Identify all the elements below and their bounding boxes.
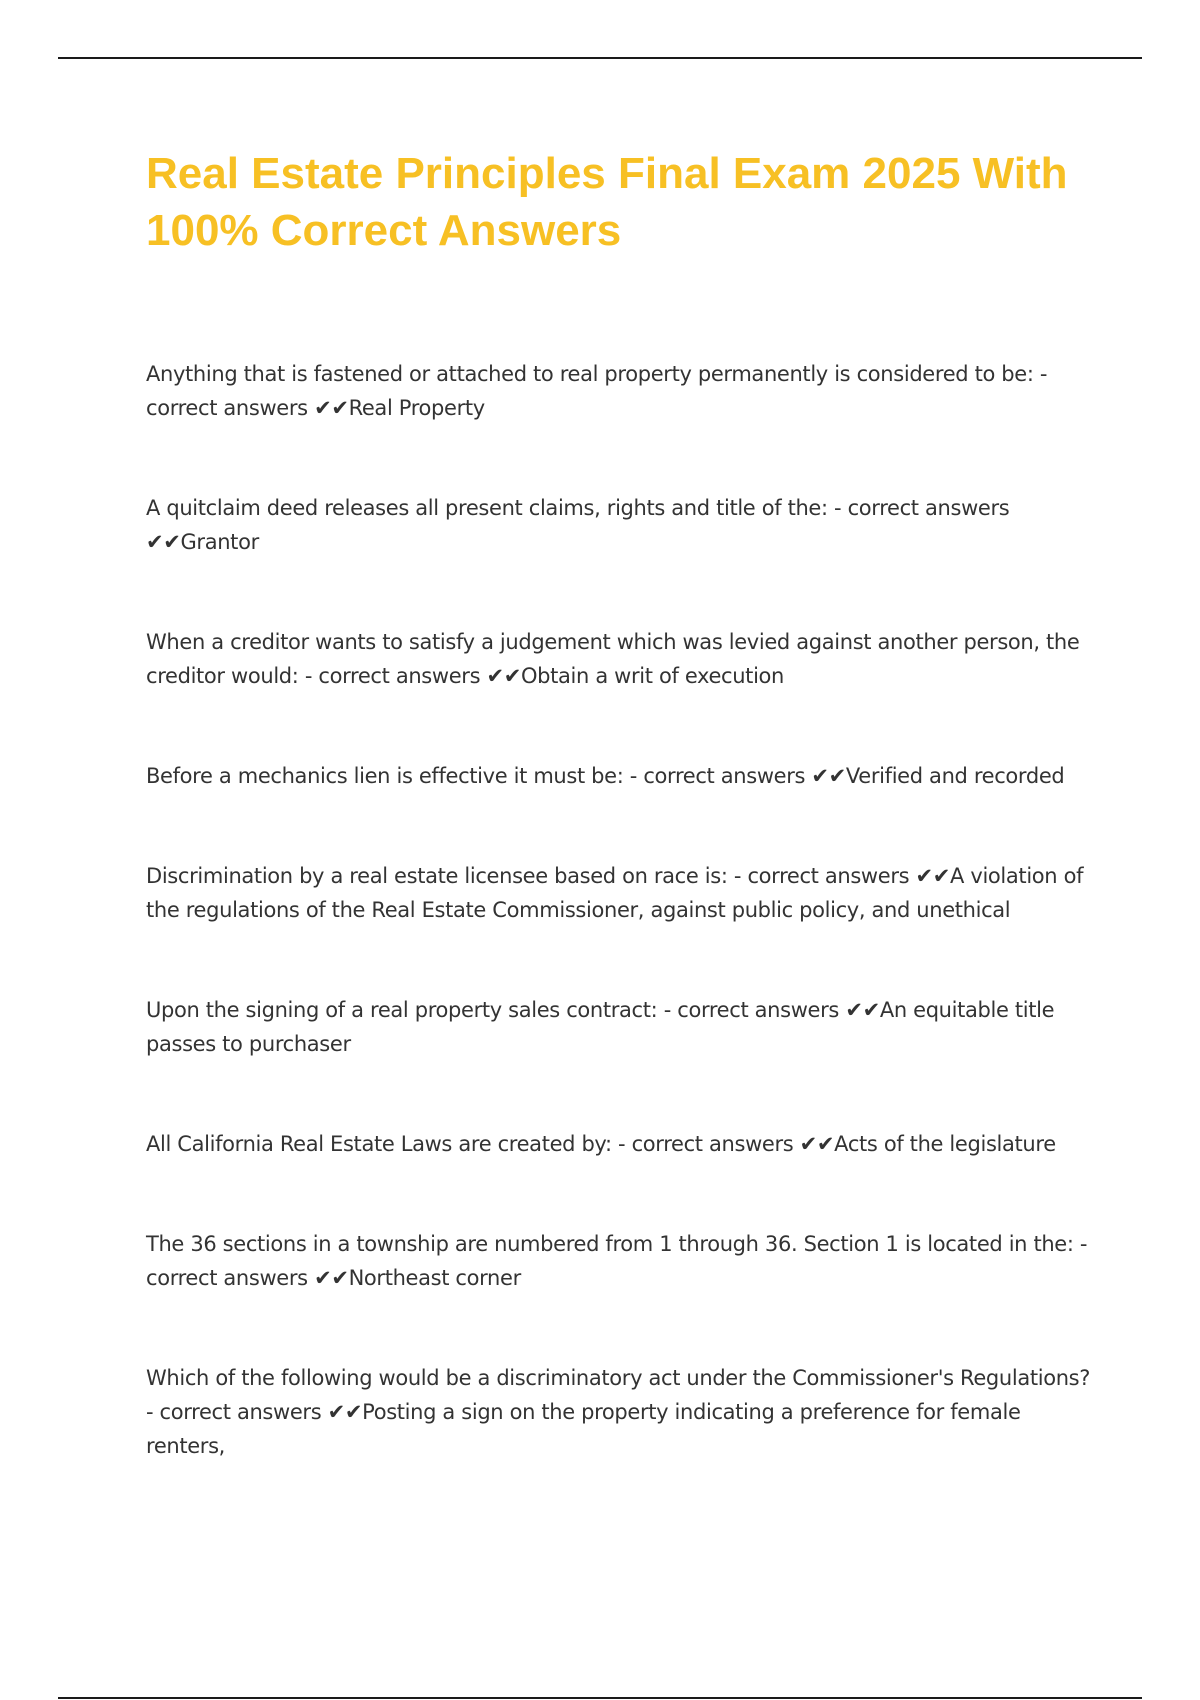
- answer-marker: - correct answers ✔✔: [623, 764, 846, 788]
- bottom-rule: [58, 1697, 1142, 1699]
- question-text: Anything that is fastened or attached to real property permanently is considered to be:: [146, 362, 1034, 386]
- qa-item: [146, 759, 1096, 793]
- qa-item: [146, 859, 1096, 927]
- answer-marker: - correct answers ✔✔: [146, 362, 1048, 420]
- question-text: The 36 sections in a township are numbered from 1 through 36. Section 1 is located in the:: [146, 1232, 1074, 1256]
- answer-text: Acts of the legislature: [834, 1132, 1056, 1156]
- answer-marker: - correct answers ✔✔: [727, 864, 951, 888]
- question-text: Discrimination by a real estate licensee based on race is:: [146, 864, 728, 888]
- question-text: Which of the following would be a discriminatory act under the Commissioner's Regulations?: [146, 1366, 1091, 1390]
- qa-item: [146, 1227, 1096, 1295]
- answer-marker: - correct answers ✔✔: [146, 1232, 1088, 1290]
- answer-marker: - correct answers ✔✔: [611, 1132, 835, 1156]
- answer-text: Verified and recorded: [845, 764, 1065, 788]
- answer-text: Northeast corner: [348, 1266, 521, 1290]
- answer-marker: - correct answers ✔✔: [657, 998, 880, 1022]
- question-text: All California Real Estate Laws are created by:: [146, 1132, 612, 1156]
- question-text: Upon the signing of a real property sales contract:: [146, 998, 658, 1022]
- answer-marker: - correct answers ✔✔: [146, 496, 1010, 554]
- answer-text: Real Property: [348, 396, 485, 420]
- answer-text: Obtain a writ of execution: [520, 664, 785, 688]
- question-text: When a creditor wants to satisfy a judgement which was levied against another person, the creditor would:: [146, 630, 1080, 688]
- answer-marker: - correct answers ✔✔: [298, 664, 521, 688]
- top-rule: [58, 57, 1142, 59]
- answer-text: An equitable title passes to purchaser: [146, 998, 1055, 1056]
- question-text: A quitclaim deed releases all present claims, rights and title of the:: [146, 496, 828, 520]
- answer-marker: - correct answers ✔✔: [146, 1400, 363, 1424]
- qa-item: [146, 1127, 1096, 1161]
- answer-text: A violation of the regulations of the Real Estate Commissioner, against public policy, and unethical: [146, 864, 1084, 922]
- qa-item: [146, 625, 1096, 693]
- qa-item: [146, 491, 1096, 559]
- answer-text: Posting a sign on the property indicating a preference for female renters,: [146, 1400, 1021, 1458]
- question-text: Before a mechanics lien is effective it must be:: [146, 764, 624, 788]
- answer-text: Grantor: [180, 530, 259, 554]
- document-title: Real Estate Principles Final Exam 2025 With 100% Correct Answers: [146, 149, 1068, 255]
- qa-item: [146, 993, 1096, 1061]
- qa-item: [146, 357, 1096, 425]
- qa-item: [146, 1361, 1096, 1463]
